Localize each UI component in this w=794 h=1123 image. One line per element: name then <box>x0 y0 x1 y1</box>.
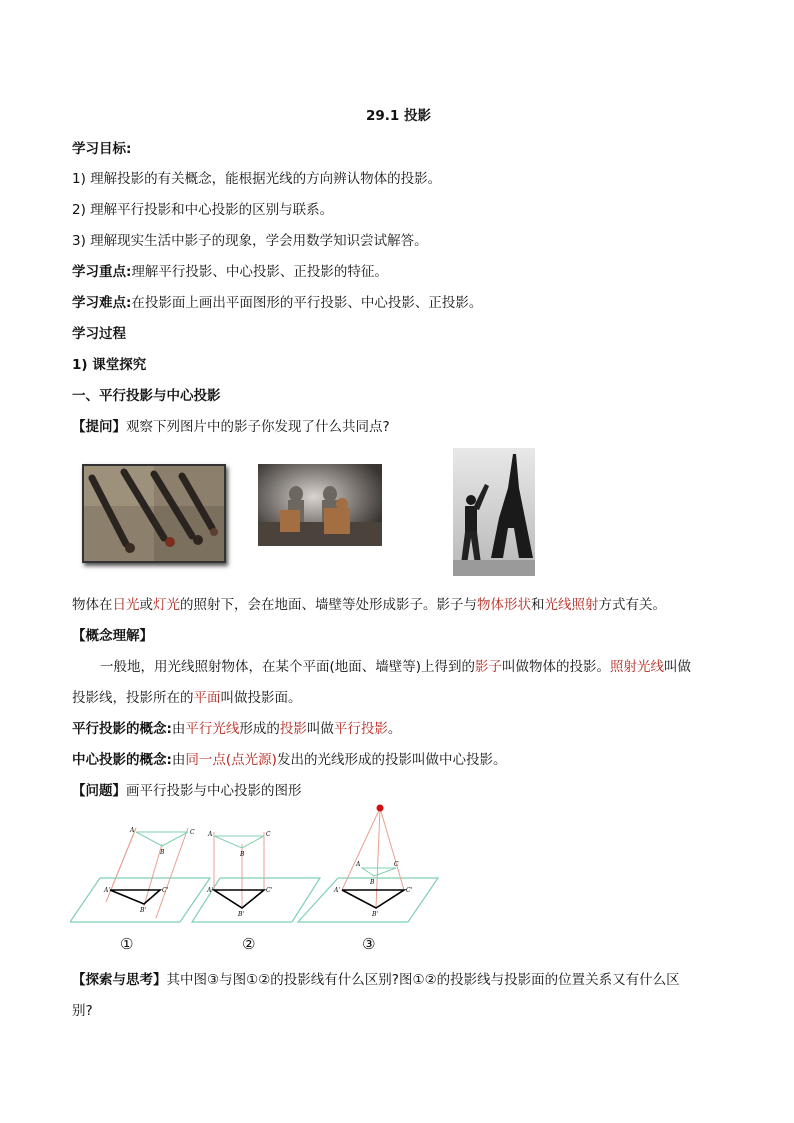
point-label: A <box>130 827 135 834</box>
goal-item-2: 2) 理解平行投影和中心投影的区别与联系。 <box>72 202 334 218</box>
question-text: 观察下列图片中的影子你发现了什么共同点? <box>126 419 390 435</box>
section-heading: 一、平行投影与中心投影 <box>72 388 221 404</box>
concept-text: 叫做投影面。 <box>220 690 302 706</box>
point-label: B <box>240 851 245 858</box>
figure-2-orthographic-parallel <box>192 831 320 922</box>
shadow-keyword-lighting: 光线照射 <box>544 597 599 613</box>
concept-text: 叫做物体的投影。 <box>502 659 611 675</box>
concept-text: 叫做 <box>664 659 692 675</box>
center-def-text: 发出的光线形成的投影叫做中心投影。 <box>276 752 507 768</box>
point-label: A' <box>334 887 340 894</box>
parallel-def-keyword: 投影 <box>279 721 307 737</box>
concept-text: 一般地，用光线照射物体，在某个平面(地面、墙壁等)上得到的 <box>100 659 476 675</box>
difficulty-label: 学习难点: <box>72 295 132 311</box>
think-text: 其中图③与图①②的投影线有什么区别?图①②的投影线与投影面的位置关系又有什么区 <box>166 972 680 988</box>
shadow-text: 和 <box>531 597 545 613</box>
goal-item-3: 3) 理解现实生活中影子的现象，学会用数学知识尝试解答。 <box>72 233 428 249</box>
point-label: A' <box>104 887 110 894</box>
parallel-def-text: 。 <box>387 721 402 737</box>
question-prompt <box>72 415 390 435</box>
shadow-text: 方式有关。 <box>598 597 666 613</box>
think-tag: 【探索与思考】 <box>72 972 167 988</box>
point-label: B <box>370 879 375 886</box>
key-point <box>72 260 388 280</box>
center-def-label: 中心投影的概念: <box>72 752 172 768</box>
figure-label-1: ① <box>120 935 134 953</box>
question-draw-tag: 【问题】 <box>72 783 126 799</box>
shadow-keyword-shape: 物体形状 <box>477 597 531 613</box>
shadow-keyword-lamplight: 灯光 <box>153 597 180 613</box>
shadow-text: 物体在 <box>72 597 113 613</box>
shadow-text: 的照射下，会在地面、墙壁等处形成影子。影子与 <box>180 597 477 613</box>
shadow-keyword-sunlight: 日光 <box>112 597 140 613</box>
point-label: C' <box>406 887 413 894</box>
page-title: 29.1 投影 <box>366 108 432 124</box>
parallel-projection-definition <box>72 717 401 737</box>
concept-heading: 【概念理解】 <box>72 628 153 644</box>
key-point-label: 学习重点: <box>72 264 132 280</box>
center-def-text: 由 <box>171 752 186 768</box>
concept-text: 投影线，投影所在的 <box>72 690 194 706</box>
shadow-photo-aerial <box>82 464 226 563</box>
parallel-def-keyword: 平行光线 <box>185 721 240 737</box>
center-projection-definition <box>72 748 506 768</box>
point-label: A' <box>207 887 213 894</box>
difficulty-text: 在投影面上画出平面图形的平行投影、中心投影、正投影。 <box>131 295 483 311</box>
think-question-line-2: 别? <box>72 1003 93 1019</box>
difficulty-point <box>72 291 482 311</box>
shadow-photo-eiffel <box>453 448 535 576</box>
point-label: B' <box>140 907 147 914</box>
explore-heading: 1) 课堂探究 <box>72 357 147 373</box>
shadow-photo-sculpture <box>258 464 382 546</box>
shadow-description <box>72 593 666 613</box>
parallel-def-label: 平行投影的概念: <box>72 721 172 737</box>
point-label: C' <box>266 887 273 894</box>
figure-label-3: ③ <box>362 935 376 953</box>
key-point-text: 理解平行投影、中心投影、正投影的特征。 <box>131 264 388 280</box>
parallel-def-text: 形成的 <box>239 721 280 737</box>
concept-keyword-rays: 照射光线 <box>610 659 665 675</box>
question-draw-text: 画平行投影与中心投影的图形 <box>126 783 302 799</box>
center-def-keyword: 同一点(点光源) <box>185 752 277 768</box>
figure-3-central-projection <box>298 805 438 923</box>
shadow-text: 或 <box>139 597 153 613</box>
goals-heading: 学习目标: <box>72 141 132 157</box>
figure-1-oblique-parallel <box>70 827 210 922</box>
question-tag: 【提问】 <box>72 419 126 435</box>
concept-paragraph-line-2 <box>72 686 302 706</box>
point-label: A <box>356 861 361 868</box>
concept-keyword-shadow: 影子 <box>475 659 503 675</box>
figure-label-2: ② <box>242 935 256 953</box>
point-label: C' <box>162 887 169 894</box>
goal-item-1: 1) 理解投影的有关概念，能根据光线的方向辨认物体的投影。 <box>72 171 442 187</box>
parallel-def-text: 叫做 <box>306 721 334 737</box>
point-label: A <box>208 831 213 838</box>
point-label: C <box>394 861 399 868</box>
point-label: C <box>266 831 271 838</box>
light-source-point <box>377 805 384 812</box>
point-label: B <box>160 849 165 856</box>
parallel-def-text: 由 <box>171 721 186 737</box>
concept-paragraph-line-1 <box>100 655 691 675</box>
question-draw <box>72 779 302 799</box>
point-label: B' <box>372 911 379 918</box>
think-question-line-1 <box>72 968 680 988</box>
point-label: B' <box>238 911 245 918</box>
point-label: C <box>190 829 195 836</box>
process-heading: 学习过程 <box>72 326 126 342</box>
parallel-def-keyword: 平行投影 <box>333 721 388 737</box>
concept-keyword-plane: 平面 <box>193 690 221 706</box>
